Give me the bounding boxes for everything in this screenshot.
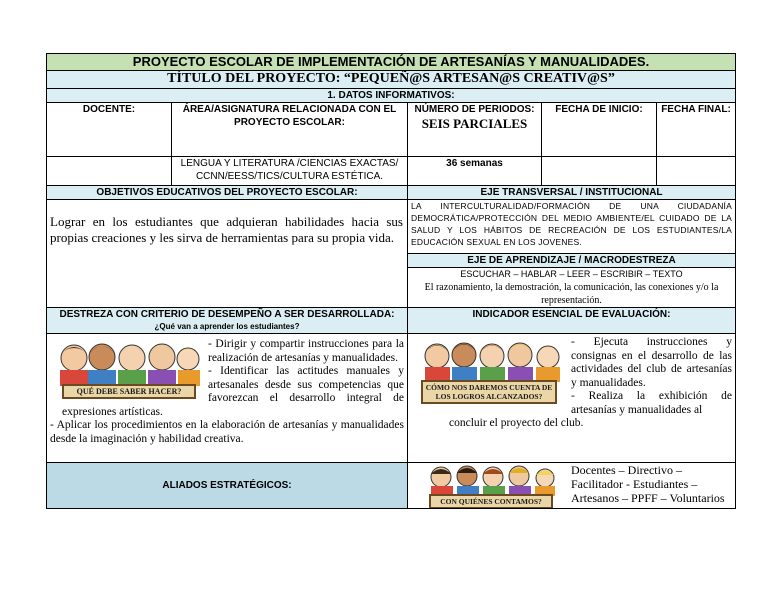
kids-image-allies — [425, 464, 565, 506]
periods-cell — [408, 103, 542, 157]
allies-line-1: Docentes – Directivo – — [571, 463, 682, 477]
learning-axis-label: EJE DE APRENDIZAJE / MACRODESTREZA — [408, 254, 736, 268]
skills-banner: QUÉ DEBE SABER HACER? — [62, 384, 196, 399]
indicator-banner: CÓMO NOS DAREMOS CUENTA DE LOS LOGROS ALCANZADOS? — [421, 380, 557, 404]
kids-image-indicator — [419, 338, 565, 408]
teacher-label: DOCENTE: — [47, 103, 172, 157]
indicator-item-1: - Ejecuta instrucciones y consignas en el desarrollo de las actividades del club de artesanías y manualidades. — [571, 336, 732, 389]
indicator-item-2-end: concluir el proyecto del club. — [449, 417, 584, 429]
skill-section-label: DESTREZA CON CRITERIO DE DESEMPEÑO A SER DESARROLLADA: — [59, 309, 395, 320]
section-data-heading: 1. DATOS INFORMATIVOS: — [47, 89, 736, 103]
kids-illustration — [425, 464, 565, 496]
allies-line-2: Facilitador - Estudiantes – — [571, 477, 698, 491]
weeks-value: 36 semanas — [408, 157, 542, 186]
indicator-item-2: - Realiza la exhibición de artesanías y manualidades al — [571, 390, 732, 416]
skill-item-3: - Aplicar los procedimientos en la elaboración de artesanías y manualidades desde la imaginación y habilidad creativa. — [50, 419, 404, 445]
end-date-label: FECHA FINAL: — [657, 103, 736, 157]
indicator-label: INDICADOR ESENCIAL DE EVALUACIÓN: — [408, 308, 736, 334]
learning-reasoning: El razonamiento, la demostración, la comunicación, las conexiones y/o la representación. — [424, 282, 719, 306]
end-date-value — [657, 157, 736, 186]
axis-text: LA INTERCULTURALIDAD/FORMACIÓN DE UNA CIUDADANÍA DEMOCRÁTICA/PROTECCIÓN DEL MEDIO AMBIENTE/EL CUIDADO DE LA SALUD Y LOS HÁBITOS DE RECREACIÓN DE LOS ESTUDIANTES/LA EDUCACIÓN SEXUAL EN LOS JOVENES. — [408, 200, 736, 254]
learning-skills: ESCUCHAR – HABLAR – LEER – ESCRIBIR – TEXTO — [460, 269, 683, 279]
allies-content — [408, 463, 736, 509]
objectives-text: Lograr en los estudiantes que adquieran habilidades hacia sus propias creaciones y les sirva de herramientas para su propia vida. — [47, 200, 408, 308]
project-name: TÍTULO DEL PROYECTO: “PEQUEÑ@S ARTESAN@S CREATIV@S” — [47, 71, 736, 89]
skill-section-content — [47, 334, 408, 463]
periods-value: SEIS PARCIALES — [421, 116, 528, 131]
allies-banner: CON QUIÉNES CONTAMOS? — [429, 494, 553, 509]
objectives-label: OBJETIVOS EDUCATIVOS DEL PROYECTO ESCOLAR: — [47, 186, 408, 200]
periods-label: NÚMERO DE PERIODOS: — [414, 104, 535, 115]
allies-label: ALIADOS ESTRATÉGICOS: — [47, 463, 408, 509]
skill-item-2: - Identificar las actitudes manuales y artesanales desde sus competencias que favorezcan el desarrollo integral de expresiones artísticas. — [62, 365, 404, 418]
kids-image-skills — [54, 340, 202, 400]
kids-illustration — [54, 340, 202, 386]
learning-axis-content — [408, 268, 736, 308]
teacher-value — [47, 157, 172, 186]
skill-item-1: - Dirigir y compartir instrucciones para la realización de artesanías y manualidades. — [208, 338, 404, 364]
allies-line-3: Artesanos – PPFF – Voluntarios — [571, 491, 725, 505]
project-title: PROYECTO ESCOLAR DE IMPLEMENTACIÓN DE ARTESANÍAS Y MANUALIDADES. — [47, 54, 736, 71]
area-label: ÁREA/ASIGNATURA RELACIONADA CON EL PROYECTO ESCOLAR: — [172, 103, 408, 157]
kids-illustration — [419, 338, 565, 382]
area-value: LENGUA Y LITERATURA /CIENCIAS EXACTAS/ CCNN/EESS/TICS/CULTURA ESTÉTICA. — [172, 157, 408, 186]
indicator-content — [408, 334, 736, 463]
project-table — [46, 53, 736, 509]
skill-section-sublabel: ¿Qué van a aprender los estudiantes? — [154, 322, 300, 331]
start-date-value — [542, 157, 657, 186]
axis-label: EJE TRANSVERSAL / INSTITUCIONAL — [408, 186, 736, 200]
start-date-label: FECHA DE INICIO: — [542, 103, 657, 157]
skill-section-heading — [47, 308, 408, 334]
